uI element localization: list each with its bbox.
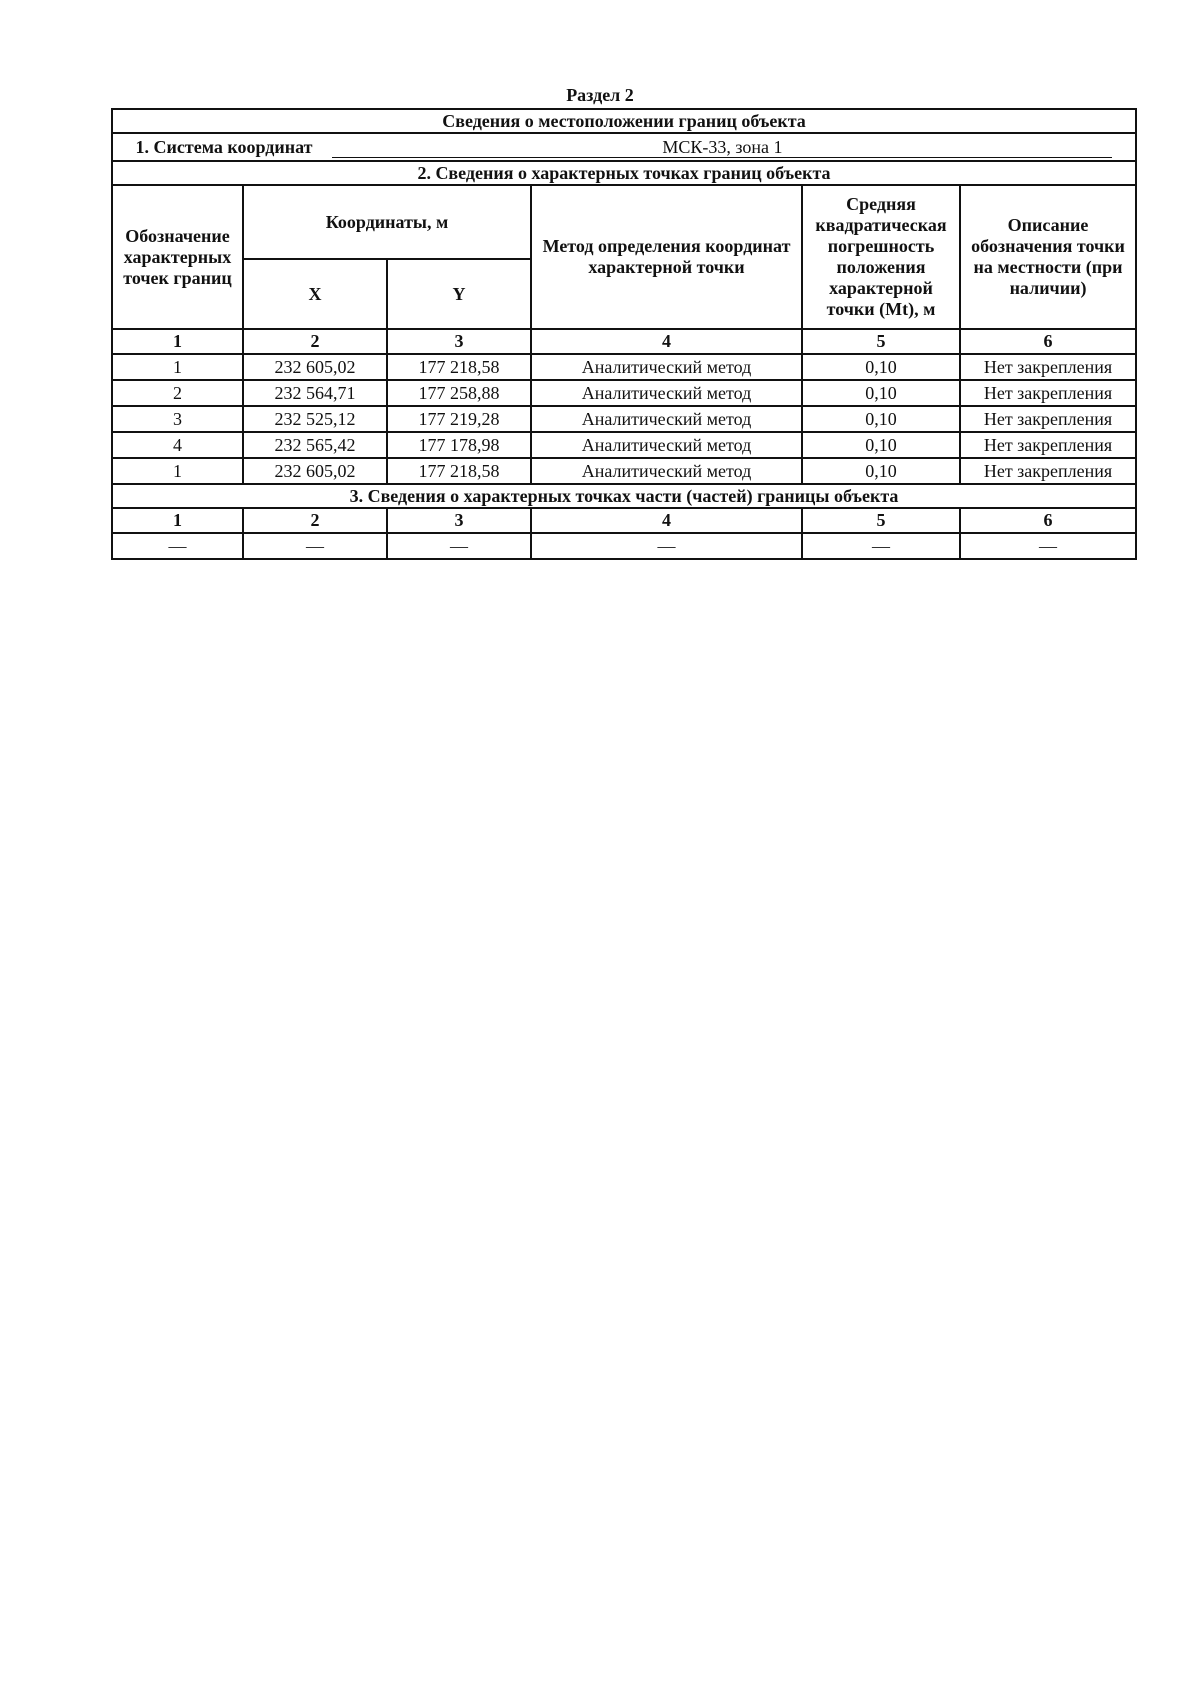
column-number: 3 (387, 329, 531, 354)
point-description: Нет закрепления (960, 380, 1136, 406)
part3-title: 3. Сведения о характерных точках части (частей) границы объекта (112, 484, 1136, 508)
header-x: X (243, 259, 387, 329)
column-number: 6 (960, 329, 1136, 354)
dash-cell: — (960, 533, 1136, 559)
column-number: 4 (531, 329, 802, 354)
point-error: 0,10 (802, 432, 960, 458)
coordinate-system-row (112, 133, 1136, 161)
dash-cell: — (531, 533, 802, 559)
column-numbers-row (112, 329, 1136, 354)
header-designation: Обозначение характерных точек границ (112, 185, 243, 329)
point-y: 177 258,88 (387, 380, 531, 406)
header-coordinates: Координаты, м (243, 185, 531, 259)
table-row (112, 406, 1136, 432)
point-id: 4 (112, 432, 243, 458)
point-y: 177 219,28 (387, 406, 531, 432)
column-number: 2 (243, 329, 387, 354)
table-row (112, 380, 1136, 406)
part3-empty-row (112, 533, 1136, 559)
table-row (112, 354, 1136, 380)
part2-title: 2. Сведения о характерных точках границ объекта (112, 161, 1136, 185)
point-method: Аналитический метод (531, 406, 802, 432)
table-title: Сведения о местоположении границ объекта (112, 109, 1136, 133)
point-x: 232 605,02 (243, 354, 387, 380)
column-number: 2 (243, 508, 387, 533)
point-y: 177 178,98 (387, 432, 531, 458)
part3-column-numbers-row (112, 508, 1136, 533)
dash-cell: — (112, 533, 243, 559)
header-y: Y (387, 259, 531, 329)
point-error: 0,10 (802, 354, 960, 380)
dash-cell: — (387, 533, 531, 559)
point-description: Нет закрепления (960, 432, 1136, 458)
point-x: 232 564,71 (243, 380, 387, 406)
point-id: 2 (112, 380, 243, 406)
point-id: 1 (112, 354, 243, 380)
column-number: 1 (112, 508, 243, 533)
point-method: Аналитический метод (531, 432, 802, 458)
point-description: Нет закрепления (960, 458, 1136, 484)
section-label: Раздел 2 (566, 85, 634, 105)
point-method: Аналитический метод (531, 354, 802, 380)
column-number: 4 (531, 508, 802, 533)
column-number: 1 (112, 329, 243, 354)
point-y: 177 218,58 (387, 458, 531, 484)
header-error: Средняя квадратическая погрешность положения характерной точки (Mt), м (802, 185, 960, 329)
coordinate-system-value: МСК-33, зона 1 (332, 137, 1112, 158)
table-row (112, 432, 1136, 458)
point-error: 0,10 (802, 380, 960, 406)
header-method: Метод определения координат характерной точки (531, 185, 802, 329)
boundary-table (111, 108, 1137, 560)
dash-cell: — (243, 533, 387, 559)
coordinate-system-label: 1. Система координат (135, 136, 313, 157)
point-x: 232 525,12 (243, 406, 387, 432)
point-description: Нет закрепления (960, 406, 1136, 432)
point-id: 3 (112, 406, 243, 432)
point-x: 232 565,42 (243, 432, 387, 458)
column-number: 3 (387, 508, 531, 533)
dash-cell: — (802, 533, 960, 559)
point-x: 232 605,02 (243, 458, 387, 484)
point-id: 1 (112, 458, 243, 484)
header-description: Описание обозначения точки на местности (при наличии) (960, 185, 1136, 329)
column-number: 5 (802, 329, 960, 354)
point-error: 0,10 (802, 406, 960, 432)
point-method: Аналитический метод (531, 458, 802, 484)
point-y: 177 218,58 (387, 354, 531, 380)
column-number: 6 (960, 508, 1136, 533)
point-error: 0,10 (802, 458, 960, 484)
table-row (112, 458, 1136, 484)
point-method: Аналитический метод (531, 380, 802, 406)
point-description: Нет закрепления (960, 354, 1136, 380)
column-number: 5 (802, 508, 960, 533)
